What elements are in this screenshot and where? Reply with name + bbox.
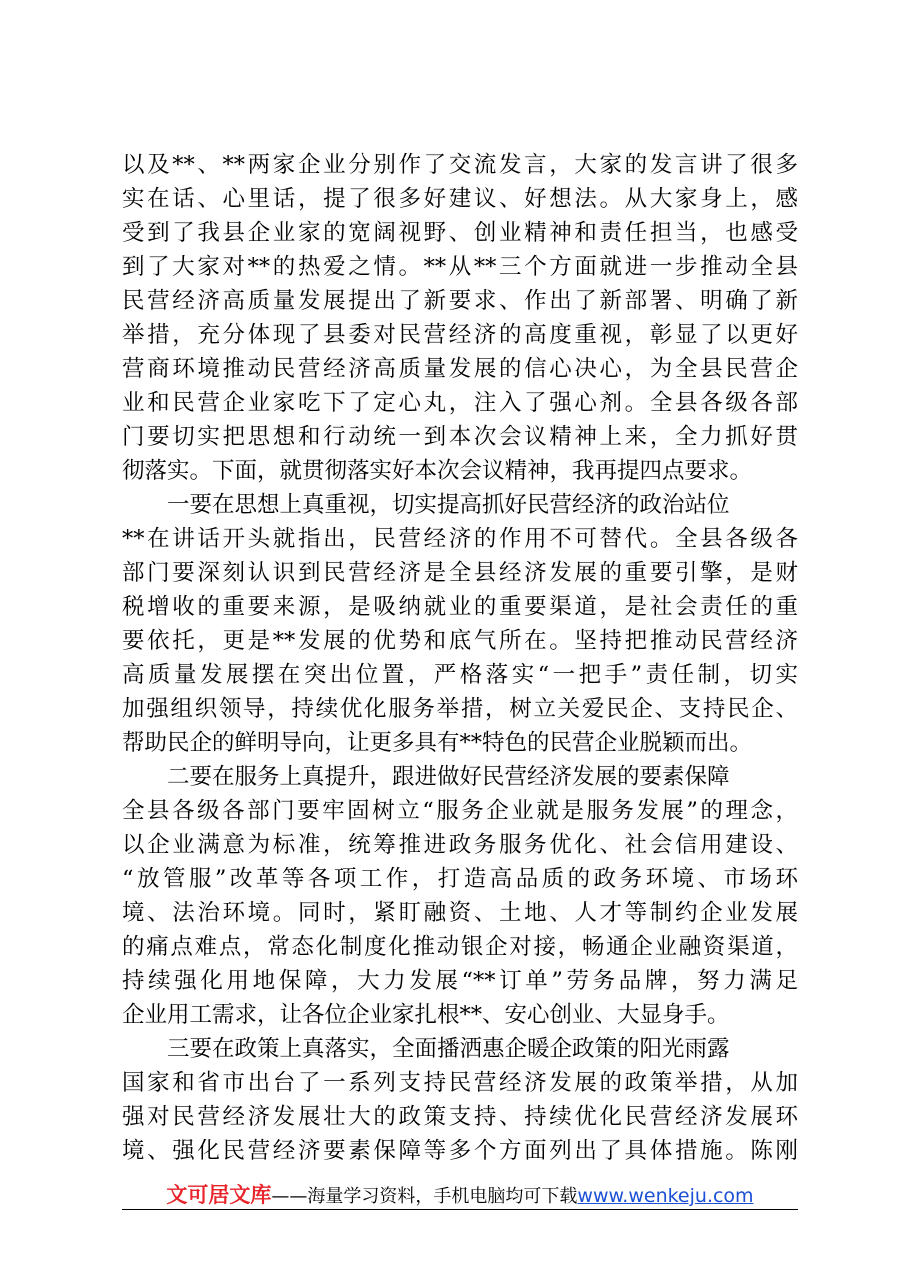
footer-slogan: ——海量学习资料，手机电脑均可下载: [271, 1186, 578, 1207]
body-line: 民营经济高质量发展提出了新要求、作出了新部署、明确了新: [122, 288, 798, 314]
body-line: 境、法治环境。同时，紧盯融资、土地、人才等制约企业发展: [122, 900, 798, 926]
footer-brand: 文可居文库: [166, 1183, 272, 1207]
body-line: 持续强化用地保障，大力发展“**订单”劳务品牌，努力满足: [122, 968, 798, 994]
body-line: 举措，充分体现了县委对民营经济的高度重视，彰显了以更好: [122, 322, 798, 348]
body-line: 的痛点难点，常态化制度化推动银企对接，畅通企业融资渠道，: [122, 934, 798, 960]
body-line: 国家和省市出台了一系列支持民营经济发展的政策举措，从加: [122, 1070, 798, 1096]
footer-divider: [122, 1209, 798, 1210]
body-line: 实在话、心里话，提了很多好建议、好想法。从大家身上，感: [122, 186, 798, 212]
body-line: 门要切实把思想和行动统一到本次会议精神上来，全力抓好贯: [122, 424, 798, 450]
body-line: 以及**、**两家企业分别作了交流发言，大家的发言讲了很多: [122, 152, 798, 178]
body-line: 彻落实。下面，就贯彻落实好本次会议精神，我再提四点要求。: [122, 458, 753, 484]
body-line: 境、强化民营经济要素保障等多个方面列出了具体措施。陈刚: [122, 1138, 798, 1164]
body-line: 税增收的重要来源，是吸纳就业的重要渠道，是社会责任的重: [122, 594, 798, 620]
body-line: 部门要深刻认识到民营经济是全县经济发展的重要引擎，是财: [122, 560, 798, 586]
footer-url-link[interactable]: www.wenkeju.com: [577, 1185, 754, 1207]
body-line: 加强组织领导，持续优化服务举措，树立关爱民企、支持民企、: [122, 696, 798, 722]
body-line: 全县各级各部门要牢固树立“服务企业就是服务发展”的理念，: [122, 798, 798, 824]
body-line: **在讲话开头就指出，民营经济的作用不可替代。全县各级各: [122, 526, 798, 552]
document-body: [122, 148, 798, 1168]
page-footer: [122, 1180, 798, 1210]
section-heading-2: 二要在服务上真提升，跟进做好民营经济发展的要素保障: [167, 764, 730, 790]
body-line: 以企业满意为标准，统筹推进政务服务优化、社会信用建设、: [122, 832, 798, 858]
body-line: 业和民营企业家吃下了定心丸，注入了强心剂。全县各级各部: [122, 390, 798, 416]
body-line: 帮助民企的鲜明导向，让更多具有**特色的民营企业脱颖而出。: [122, 730, 753, 756]
body-line: 要依托，更是**发展的优势和底气所在。坚持把推动民营经济: [122, 628, 798, 654]
body-line: 强对民营经济发展壮大的政策支持、持续优化民营经济发展环: [122, 1104, 798, 1130]
body-line: 企业用工需求，让各位企业家扎根**、安心创业、大显身手。: [122, 1002, 730, 1028]
body-line: 受到了我县企业家的宽阔视野、创业精神和责任担当，也感受: [122, 220, 798, 246]
section-heading-1: 一要在思想上真重视，切实提高抓好民营经济的政治站位: [167, 492, 730, 518]
body-line: 到了大家对**的热爱之情。**从**三个方面就进一步推动全县: [122, 254, 798, 280]
body-line: 营商环境推动民营经济高质量发展的信心决心，为全县民营企: [122, 356, 798, 382]
section-heading-3: 三要在政策上真落实，全面播洒惠企暖企政策的阳光雨露: [167, 1036, 730, 1062]
body-line: 高质量发展摆在突出位置，严格落实“一把手”责任制，切实: [122, 662, 798, 688]
body-line: “放管服”改革等各项工作，打造高品质的政务环境、市场环: [122, 866, 798, 892]
